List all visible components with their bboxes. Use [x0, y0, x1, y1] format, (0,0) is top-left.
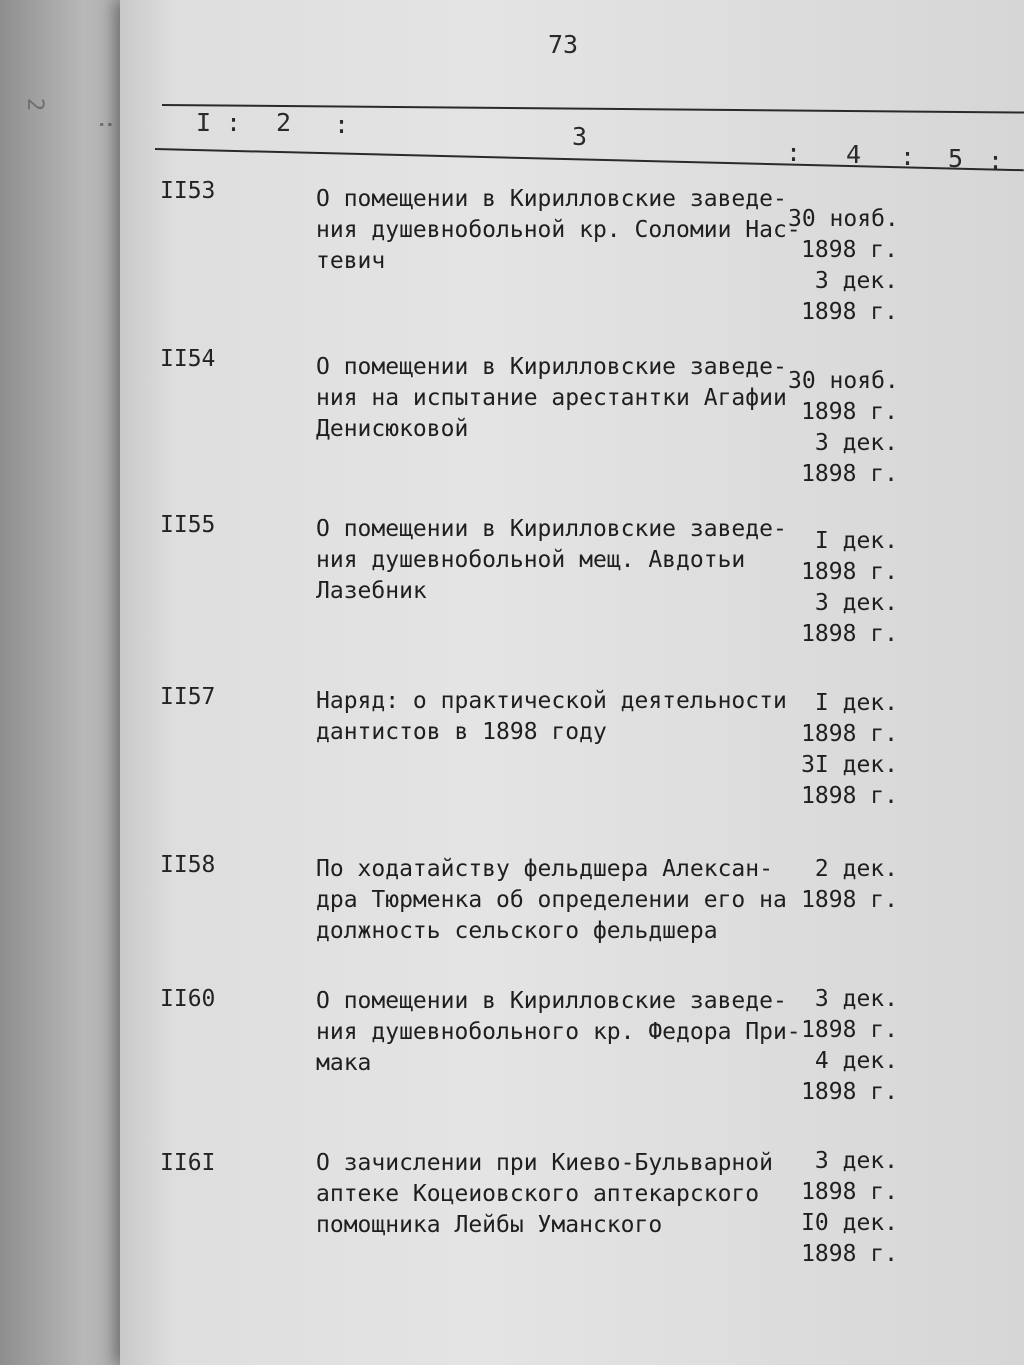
desc-line: О помещении в Кирилловские заведе- — [316, 988, 787, 1014]
date-line: 1898 г. — [801, 299, 898, 325]
entry-dates — [788, 526, 898, 650]
entry-description — [316, 184, 801, 277]
entry-dates — [788, 366, 898, 490]
date-line: 4 дек. — [814, 1048, 898, 1074]
desc-line: О зачислении при Киево-Бульварной — [316, 1150, 773, 1176]
date-line: 1898 г. — [801, 621, 898, 647]
entry-number: II58 — [160, 852, 216, 878]
date-line: 1898 г. — [801, 399, 898, 425]
date-line: 2 дек. — [814, 856, 898, 882]
desc-line: О помещении в Кирилловские заведе- — [316, 186, 787, 212]
entry-description — [316, 1148, 786, 1241]
desc-line: помощника Лейбы Уманского — [316, 1212, 663, 1238]
date-line: 1898 г. — [801, 783, 898, 809]
entry-description — [316, 352, 786, 445]
date-line: 1898 г. — [801, 559, 898, 585]
header-sep-2: : — [334, 110, 350, 139]
desc-line: По ходатайству фельдшера Алексан- — [316, 856, 773, 882]
header-col-1: I — [196, 108, 212, 137]
date-line: 3 дек. — [814, 590, 898, 616]
header-sep-3: : — [786, 138, 802, 167]
desc-line: Наряд: о практической деятельности — [316, 688, 787, 714]
date-line: 3 дек. — [814, 986, 898, 1012]
desc-line: дантистов в 1898 году — [316, 719, 607, 745]
entry-number: II57 — [160, 684, 216, 710]
desc-line: ния на испытание арестантки Агафии — [316, 385, 787, 411]
date-line: 3 дек. — [814, 1148, 898, 1174]
date-line: I0 дек. — [801, 1210, 898, 1236]
date-line: 1898 г. — [801, 1179, 898, 1205]
date-line: 30 нояб. — [788, 206, 899, 232]
entry-dates — [788, 688, 898, 812]
desc-line: дра Тюрменка об определении его на — [316, 887, 787, 913]
date-line: 30 нояб. — [788, 368, 899, 394]
entry-number: II6I — [160, 1150, 216, 1176]
entry-number: II54 — [160, 346, 216, 372]
desc-line: Денисюковой — [316, 416, 469, 442]
date-line: I дек. — [814, 528, 898, 554]
facing-page-ghost-number: 2 — [22, 97, 48, 112]
entry-dates — [788, 854, 898, 916]
header-col-4: 4 — [846, 140, 862, 169]
desc-line: О помещении в Кирилловские заведе- — [316, 354, 787, 380]
entry-description — [316, 514, 786, 607]
facing-page-edge — [0, 0, 140, 1365]
desc-line: ния душевнобольного кр. Федора При- — [316, 1019, 801, 1045]
entry-number: II55 — [160, 512, 216, 538]
desc-line: ния душевнобольной мещ. Авдотьи — [316, 547, 746, 573]
date-line: 3 дек. — [814, 430, 898, 456]
desc-line: тевич — [316, 248, 386, 274]
date-line: 1898 г. — [801, 887, 898, 913]
header-sep-1: : — [226, 108, 242, 137]
page-number: 73 — [548, 30, 579, 59]
desc-line: О помещении в Кирилловские заведе- — [316, 516, 787, 542]
desc-line: аптеке Коцеиовского аптекарского — [316, 1181, 760, 1207]
entry-dates — [788, 984, 898, 1108]
entry-dates — [788, 1146, 898, 1270]
header-col-5: 5 — [948, 144, 964, 173]
desc-line: Лазебник — [316, 578, 427, 604]
date-line: I дек. — [814, 690, 898, 716]
date-line: 1898 г. — [801, 237, 898, 263]
facing-page-ghost-sep: : — [94, 117, 120, 132]
desc-line: ния душевнобольной кр. Соломии Нас- — [316, 217, 801, 243]
date-line: 1898 г. — [801, 1241, 898, 1267]
entry-number: II53 — [160, 178, 216, 204]
entry-description — [316, 986, 801, 1079]
entry-number: II60 — [160, 986, 216, 1012]
entry-description — [316, 686, 786, 748]
date-line: 1898 г. — [801, 721, 898, 747]
desc-line: должность сельского фельдшера — [316, 918, 718, 944]
date-line: 1898 г. — [801, 461, 898, 487]
date-line: 1898 г. — [801, 1079, 898, 1105]
header-sep-4: : — [900, 142, 916, 171]
header-col-2: 2 — [276, 108, 292, 137]
date-line: 3I дек. — [801, 752, 898, 778]
desc-line: мака — [316, 1050, 372, 1076]
date-line: 3 дек. — [814, 268, 898, 294]
entry-dates — [788, 204, 898, 328]
header-col-3: 3 — [572, 122, 588, 151]
header-sep-5: : — [988, 146, 1004, 175]
date-line: 1898 г. — [801, 1017, 898, 1043]
entry-description — [316, 854, 786, 947]
